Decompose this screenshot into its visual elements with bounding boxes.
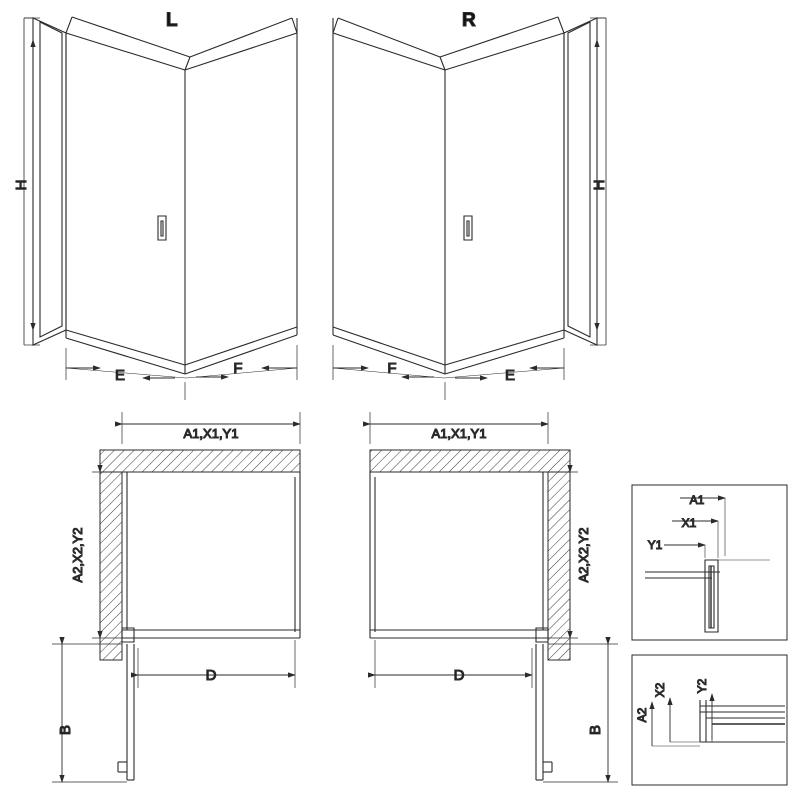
- detail-label-a1: A1: [689, 493, 705, 507]
- detail-view-top: [632, 485, 787, 640]
- detail-label-y1: Y1: [647, 538, 663, 552]
- dim-a1x1y1-right: A1,X1,Y1: [431, 426, 487, 441]
- dim-h-right: H: [591, 179, 608, 191]
- plan-view-left: [52, 412, 300, 782]
- dim-b-left: B: [57, 724, 74, 736]
- view-3d-left: [24, 17, 297, 400]
- detail-label-x2: X2: [653, 682, 667, 698]
- dim-f-right: F: [387, 360, 397, 377]
- dim-e-left: E: [114, 367, 126, 384]
- detail-label-a2: A2: [635, 707, 649, 723]
- dim-a2x2y2-right: A2,X2,Y2: [576, 527, 591, 583]
- plan-view-right: [370, 412, 618, 782]
- dim-h-left: H: [13, 179, 30, 191]
- variant-label-right: R: [462, 10, 476, 31]
- view-3d-right: [333, 17, 606, 400]
- detail-label-y2: Y2: [695, 678, 709, 694]
- dim-a2x2y2-left: A2,X2,Y2: [70, 527, 85, 583]
- dim-b-right: B: [587, 724, 604, 736]
- dim-a1x1y1-left: A1,X1,Y1: [183, 426, 239, 441]
- dim-f-left: F: [233, 360, 243, 377]
- variant-label-left: L: [166, 10, 178, 31]
- detail-label-x1: X1: [681, 516, 697, 530]
- dim-d-left: D: [205, 667, 217, 684]
- detail-view-bottom: [632, 655, 787, 785]
- dim-d-right: D: [453, 667, 465, 684]
- dim-e-right: E: [504, 367, 516, 384]
